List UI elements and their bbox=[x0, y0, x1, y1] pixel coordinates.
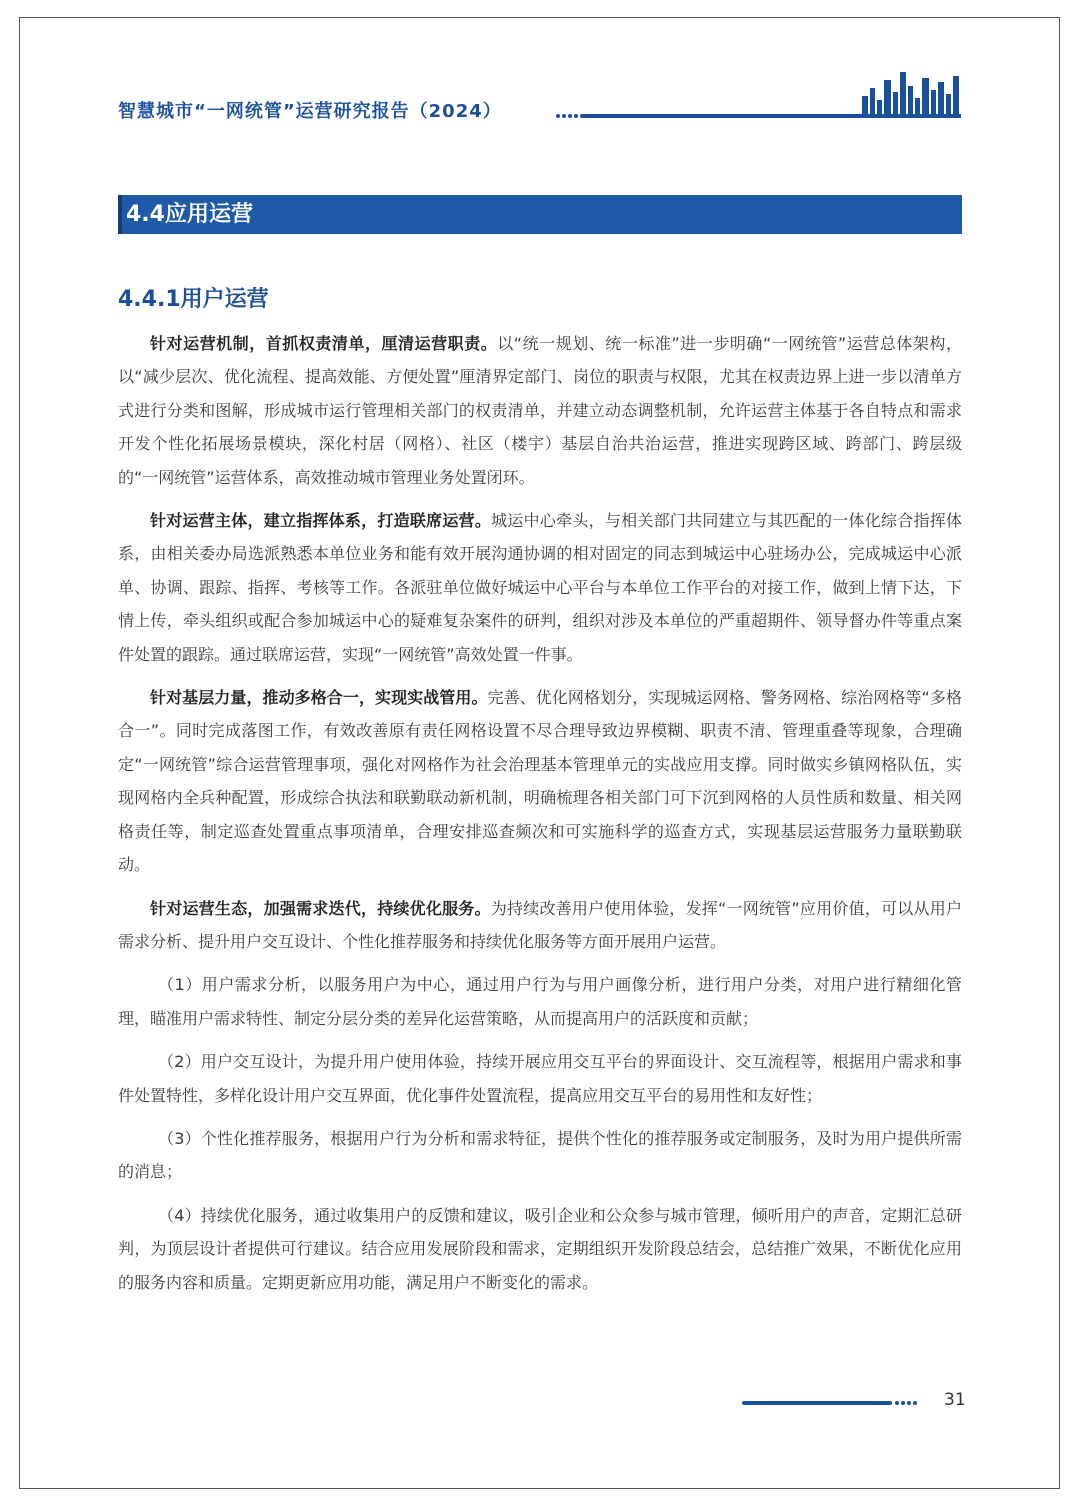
list-item: （3）个性化推荐服务，根据用户行为分析和需求特征，提供个性化的推荐服务或定制服务，及时为用户提供所需的消息； bbox=[118, 1128, 962, 1182]
paragraph-text: 为持续改善用户使用体验，发挥“一网统管”应用价值，可以从用户需求分析、提升用户交互设计、个性化推荐服务和持续优化服务等方面开展用户运营。 bbox=[118, 898, 962, 951]
page-number: 31 bbox=[944, 1390, 966, 1410]
header-dots-icon bbox=[556, 114, 584, 118]
list-item: （1）用户需求分析，以服务用户为中心，通过用户行为与用户画像分析，进行用户分类，对用户进行精细化管理，瞄准用户需求特性、制定分层分类的差异化运营策略，从而提高用户的活跃度和贡献； bbox=[118, 975, 962, 1028]
paragraph-text: 以“统一规划、统一标准”进一步明确“一网统管”运营总体架构，以“减少层次、优化流程、提高效能、方便处置”厘清界定部门、岗位的职责与权限，尤其在权责边界上进一步以清单方式进行分类和图解，形成城市运行管理相关部门的权责清单，并建立动态调整机制，允许运营主体基于各自特点和需求开发个性化拓展场景模块，深化村居（网格）、社区（楼宇）基层自治共治运营，推进实现跨区域、跨部门、跨层级的“一网统管”运营体系，高效推动城市管理业务处置闭环。 bbox=[118, 334, 962, 487]
paragraph bbox=[118, 327, 962, 494]
paragraph-lead: 针对运营主体，建立指挥体系，打造联席运营。 bbox=[150, 511, 492, 531]
body-text bbox=[118, 327, 962, 1309]
paragraph-lead: 针对基层力量，推动多格合一，实现实战管用。 bbox=[150, 688, 488, 708]
footer-divider bbox=[742, 1401, 892, 1405]
paragraph bbox=[118, 681, 962, 881]
section-header-bar bbox=[118, 195, 962, 234]
paragraph-lead: 针对运营生态，加强需求迭代，持续优化服务。 bbox=[150, 898, 491, 918]
paragraph-text: 城运中心牵头，与相关部门共同建立与其匹配的一体化综合指挥体系，由相关委办局选派熟悉本单位业务和能有效开展沟通协调的相对固定的同志到城运中心驻场办公，完成城运中心派单、协调、跟踪、指挥、考核等工作。各派驻单位做好城运中心平台与本单位工作平台的对接工作，做到上情下达，下情上传，牵头组织或配合参加城运中心的疑难复杂案件的研判，组织对涉及本单位的严重超期件、领导督办件等重点案件处置的跟踪。通过联席运营，实现“一网统管”高效处置一件事。 bbox=[118, 511, 962, 664]
paragraph bbox=[118, 504, 962, 671]
list-item: （4）持续优化服务，通过收集用户的反馈和建议，吸引企业和公众参与城市管理，倾听用户的声音，定期汇总研判，为顶层设计者提供可行建议。结合应用发展阶段和需求，定期组织开发阶段总结会，总结推广效果，不断优化应用的服务内容和质量。定期更新应用功能，满足用户不断变化的需求。 bbox=[118, 1205, 962, 1292]
paragraph-text: 完善、优化网格划分，实现城运网格、警务网格、综治网格等“多格合一”。同时完成落图工作，有效改善原有责任网格设置不尽合理导致边界模糊、职责不清、管理重叠等现象，合理确定“一网统管”综合运营管理事项，强化对网格作为社会治理基本管理单元的实战应用支撑。同时做实乡镇网格队伍，实现网格内全兵种配置，形成综合执法和联勤联动新机制，明确梳理各相关部门可下沉到网格的人员性质和数量、相关网格责任等，制定巡查处置重点事项清单，合理安排巡查频次和可实施科学的巡查方式，实现基层运营服务力量联勤联动。 bbox=[118, 688, 962, 875]
list-item: （2）用户交互设计，为提升用户使用体验，持续开展应用交互平台的界面设计、交互流程等，根据用户需求和事件处置特性，多样化设计用户交互界面，优化事件处置流程，提高应用交互平台的易用性和友好性； bbox=[118, 1052, 962, 1105]
section-title: 4.4应用运营 bbox=[126, 202, 253, 227]
footer-dots-icon bbox=[895, 1401, 917, 1405]
paragraph bbox=[118, 892, 962, 959]
paragraph-lead: 针对运营机制，首抓权责清单，厘清运营职责。 bbox=[150, 334, 498, 353]
subsection-title: 4.4.1用户运营 bbox=[118, 287, 269, 312]
city-skyline-icon bbox=[858, 70, 962, 116]
report-title: 智慧城市“一网统管”运营研究报告（2024） bbox=[118, 101, 502, 122]
